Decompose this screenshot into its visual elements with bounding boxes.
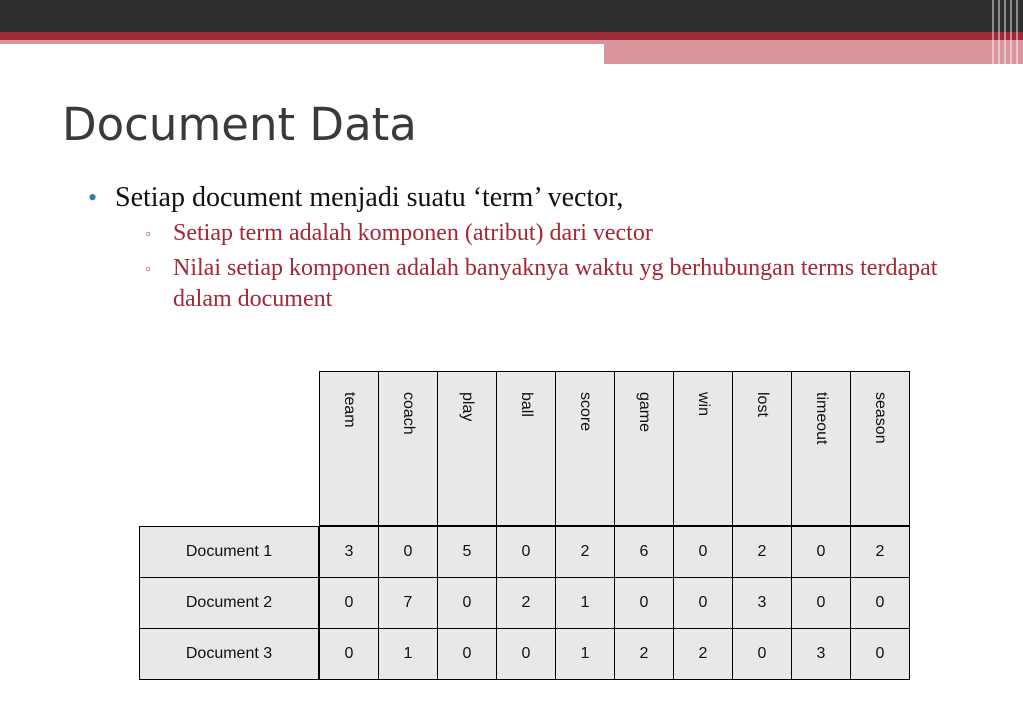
term-count-cell: 7: [378, 577, 438, 629]
header-band-pink-left: [0, 40, 604, 44]
term-count-cell: 2: [673, 628, 733, 680]
term-header-label: ball: [518, 392, 535, 417]
sub-bullet: [146, 253, 988, 315]
term-header-cell: [791, 371, 851, 526]
term-count-cell: 3: [319, 526, 379, 578]
term-header-label: team: [341, 392, 358, 428]
term-header-label: win: [695, 392, 712, 417]
term-count-cell: 0: [378, 526, 438, 578]
term-count-cell: 0: [319, 577, 379, 629]
term-header-cell: [555, 371, 615, 526]
term-count-cell: 3: [732, 577, 792, 629]
term-header-label: lost: [754, 392, 771, 417]
term-count-cell: 0: [850, 577, 910, 629]
term-count-cell: 0: [437, 628, 497, 680]
term-count-cell: 1: [378, 628, 438, 680]
term-header-label: play: [459, 392, 476, 422]
document-term-table: [139, 371, 916, 681]
bullet-dot-icon: •: [88, 183, 98, 212]
term-header-cell: [437, 371, 497, 526]
term-count-cell: 6: [614, 526, 674, 578]
header-stripes: [990, 0, 1023, 64]
term-header-cell: [496, 371, 556, 526]
term-header-cell: [673, 371, 733, 526]
sub-bullet-text: Nilai setiap komponen adalah banyaknya waktu yg berhubungan terms terdapat dalam document: [173, 255, 938, 312]
term-count-cell: 2: [850, 526, 910, 578]
document-row-label: Document 3: [139, 628, 319, 680]
term-header-cell: [614, 371, 674, 526]
term-count-cell: 0: [673, 526, 733, 578]
term-count-cell: 2: [614, 628, 674, 680]
term-header-label: coach: [400, 392, 417, 435]
term-count-cell: 0: [496, 526, 556, 578]
square-bullet-icon: ▫: [146, 226, 151, 241]
term-header-cell: [850, 371, 910, 526]
term-header-label: score: [577, 392, 594, 432]
term-count-cell: 2: [555, 526, 615, 578]
term-count-cell: 0: [673, 577, 733, 629]
term-header-cell: [319, 371, 379, 526]
header-band-red: [0, 32, 1023, 40]
bullet-list: [88, 180, 988, 315]
header-band-pink-right: [604, 40, 1023, 64]
term-count-cell: 2: [496, 577, 556, 629]
term-count-cell: 2: [732, 526, 792, 578]
term-count-cell: 0: [614, 577, 674, 629]
header-band-dark: [0, 0, 1023, 32]
sub-bullet: [146, 218, 988, 249]
term-count-cell: 5: [437, 526, 497, 578]
bullet-main-text: Setiap document menjadi suatu ‘term’ vector,: [115, 182, 624, 213]
term-count-cell: 1: [555, 628, 615, 680]
slide-title: Document Data: [62, 98, 417, 151]
term-count-cell: 1: [555, 577, 615, 629]
term-header-label: game: [636, 392, 653, 433]
term-count-cell: 0: [732, 628, 792, 680]
bullet-main: [88, 180, 988, 216]
sub-bullet-text: Setiap term adalah komponen (atribut) dari vector: [173, 220, 653, 246]
term-count-cell: 0: [850, 628, 910, 680]
term-header-label: season: [872, 392, 889, 444]
term-count-cell: 0: [319, 628, 379, 680]
term-count-cell: 0: [437, 577, 497, 629]
term-count-cell: 3: [791, 628, 851, 680]
document-row-label: Document 1: [139, 526, 319, 578]
term-header-cell: [732, 371, 792, 526]
term-header-cell: [378, 371, 438, 526]
term-count-cell: 0: [791, 526, 851, 578]
term-count-cell: 0: [791, 577, 851, 629]
square-bullet-icon: ▫: [146, 261, 151, 276]
term-header-label: timeout: [813, 392, 830, 445]
document-row-label: Document 2: [139, 577, 319, 629]
term-count-cell: 0: [496, 628, 556, 680]
